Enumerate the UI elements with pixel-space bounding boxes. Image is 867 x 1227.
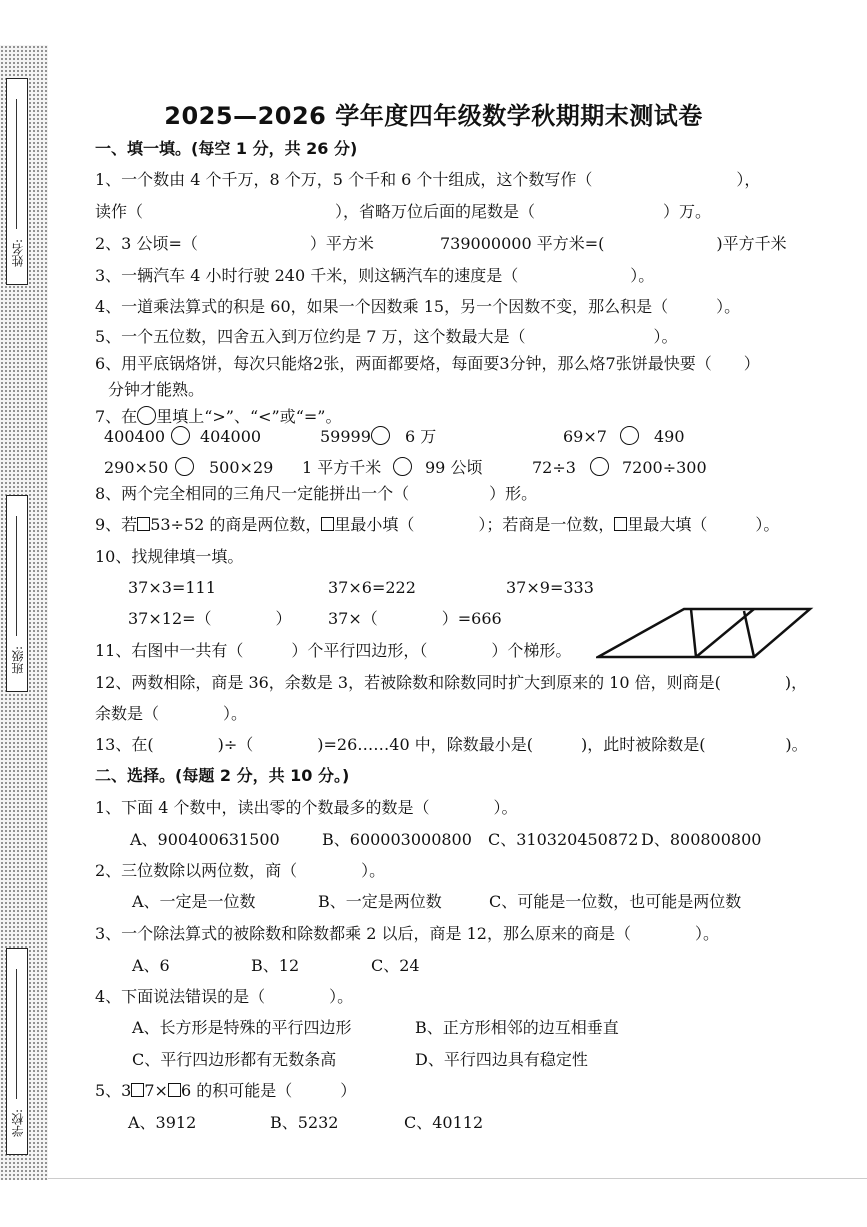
inner-line-3 [744, 611, 754, 657]
class-label: 班级: [11, 646, 25, 675]
q8: 8、两个完全相同的三角尺一定能拼出一个（ ）形。 [95, 484, 538, 503]
s2-q2-opt-b: B、一定是两位数 [318, 892, 442, 911]
q7-r1-b1: 404000 [200, 427, 262, 446]
q7-r1-b3: 490 [654, 427, 685, 446]
square-box-icon [321, 517, 334, 531]
square-box-icon [137, 517, 150, 531]
s2-q4-opt-b: B、正方形相邻的边互相垂直 [415, 1018, 619, 1037]
q7-r2-circle2[interactable] [393, 457, 412, 478]
q9-pre: 9、若 [95, 515, 138, 534]
q10-r1-1: 37×3=111 [128, 578, 216, 597]
q1-line1: 1、一个数由 4 个千万，8 个万，5 个千和 6 个十组成，这个数写作（ ）， [95, 170, 761, 189]
q12-line2: 余数是（ ）。 [95, 704, 248, 723]
q11: 11、右图中一共有（ ）个平行四边形，（ ）个梯形。 [95, 641, 572, 660]
s2-q5-opt-b: B、5232 [270, 1113, 339, 1132]
q10-r2-2: 37×（ ）=666 [328, 609, 502, 628]
s2-q3: 3、一个除法算式的被除数和除数都乘 2 以后，商是 12，那么原来的商是（ ）。 [95, 924, 719, 943]
q2-part1: 2、3 公顷=（ ）平方米 [95, 234, 374, 253]
s2-q5-b: 7× [144, 1081, 168, 1100]
school-field-box[interactable] [6, 948, 28, 1155]
section2-heading: 二、选择。(每题 2 分，共 10 分。) [95, 766, 350, 785]
q6-line2: 分钟才能熟。 [108, 380, 205, 399]
s2-q5 [95, 1081, 356, 1101]
q7-r1-a3: 69×7 [563, 427, 607, 446]
s2-q3-opt-c: C、24 [371, 956, 420, 975]
section1-heading: 一、填一填。(每空 1 分，共 26 分) [95, 139, 358, 158]
circle-icon [175, 457, 194, 476]
q10-r1-3: 37×9=333 [506, 578, 594, 597]
q7-r1-b2: 6 万 [405, 427, 437, 446]
name-label: 姓名: [11, 239, 25, 268]
q10-r1-2: 37×6=222 [328, 578, 416, 597]
q10-r2-1: 37×12=（ ） [128, 609, 292, 628]
class-blank-line [16, 516, 17, 636]
page-title: 2025—2026 学年度四年级数学秋期期末测试卷 [164, 102, 703, 130]
s2-q1-opt-c: C、310320450872 [488, 830, 639, 849]
square-box-icon [168, 1083, 181, 1097]
q7-r1-a1: 400400 [104, 427, 166, 446]
circle-icon [393, 457, 412, 476]
class-field-box[interactable] [6, 495, 28, 692]
circle-icon [590, 457, 609, 476]
school-blank-line [16, 969, 17, 1099]
q7-r2-a2: 1 平方千米 [302, 458, 382, 477]
square-box-icon [614, 517, 627, 531]
q13: 13、在( )÷（ )=26……40 中，除数最小是( )，此时被除数是( )。 [95, 735, 808, 754]
s2-q5-opt-c: C、40112 [404, 1113, 484, 1132]
q6-line1: 6、用平底锅烙饼，每次只能烙2张，两面都要烙，每面要3分钟，那么烙7张饼最快要（ ） [95, 354, 760, 373]
q7-instruction [95, 406, 342, 427]
q7-r2-b2: 99 公顷 [425, 458, 483, 477]
bottom-rule [48, 1178, 867, 1179]
q9-mid: 53÷52 的商是两位数， [150, 515, 322, 534]
q7-r1-a2: 59999 [320, 427, 371, 446]
q7-r1-circle2[interactable] [371, 426, 390, 447]
q7-r1-circle1[interactable] [171, 426, 190, 447]
circle-icon [171, 426, 190, 445]
s2-q1-opt-b: B、600003000800 [322, 830, 472, 849]
inner-line-1 [691, 609, 696, 657]
s2-q1-opt-d: D、800800800 [641, 830, 762, 849]
s2-q4-opt-d: D、平行四边具有稳定性 [415, 1050, 588, 1069]
square-box-icon [131, 1083, 144, 1097]
s2-q3-opt-a: A、6 [132, 956, 170, 975]
q10: 10、找规律填一填。 [95, 547, 244, 566]
q9 [95, 515, 779, 535]
q7-post: 里填上“>”、“<”或“=”。 [156, 407, 342, 426]
s2-q4-opt-c: C、平行四边形都有无数条高 [132, 1050, 337, 1069]
s2-q4-opt-a: A、长方形是特殊的平行四边形 [132, 1018, 352, 1037]
q4: 4、一道乘法算式的积是 60，如果一个因数乘 15，另一个因数不变，那么积是（ ）。 [95, 297, 741, 316]
q7-pre: 7、在 [95, 407, 138, 426]
s2-q5-c: 6 的积可能是（ ） [180, 1081, 357, 1100]
q7-r2-a1: 290×50 [104, 458, 169, 477]
circle-icon [620, 426, 639, 445]
s2-q3-opt-b: B、12 [251, 956, 300, 975]
circle-icon [137, 406, 156, 425]
q1-line2: 读作（ ），省略万位后面的尾数是（ ）万。 [95, 202, 712, 221]
q7-r2-circle1[interactable] [175, 457, 194, 478]
s2-q5-a: 5、3 [95, 1081, 132, 1100]
s2-q2: 2、三位数除以两位数，商（ ）。 [95, 861, 386, 880]
q7-r2-a3: 72÷3 [532, 458, 576, 477]
school-label: 学校: [11, 1109, 25, 1138]
s2-q4: 4、下面说法错误的是（ ）。 [95, 987, 354, 1006]
q7-r2-b3: 7200÷300 [622, 458, 707, 477]
q2-part2: 739000000 平方米=( )平方千米 [440, 234, 787, 253]
s2-q2-opt-c: C、可能是一位数，也可能是两位数 [489, 892, 742, 911]
q12-line1: 12、两数相除，商是 36，余数是 3，若被除数和除数同时扩大到原来的 10 倍，则商是( )， [95, 673, 808, 692]
parallelogram-figure [596, 593, 816, 663]
q9-post: 里最大填（ ）。 [627, 515, 780, 534]
s2-q2-opt-a: A、一定是一位数 [132, 892, 256, 911]
q7-r2-b1: 500×29 [209, 458, 274, 477]
q7-r2-circle3[interactable] [590, 457, 609, 478]
q9-mid2: 里最小填（ ）；若商是一位数， [334, 515, 615, 534]
q5: 5、一个五位数，四舍五入到万位约是 7 万，这个数最大是（ ）。 [95, 327, 678, 346]
circle-icon [371, 426, 390, 445]
s2-q1-opt-a: A、900400631500 [130, 830, 280, 849]
q3: 3、一辆汽车 4 小时行驶 240 千米，则这辆汽车的速度是（ ）。 [95, 266, 655, 285]
s2-q1: 1、下面 4 个数中，读出零的个数最多的数是（ ）。 [95, 798, 518, 817]
q7-r1-circle3[interactable] [620, 426, 639, 447]
s2-q5-opt-a: A、3912 [128, 1113, 197, 1132]
